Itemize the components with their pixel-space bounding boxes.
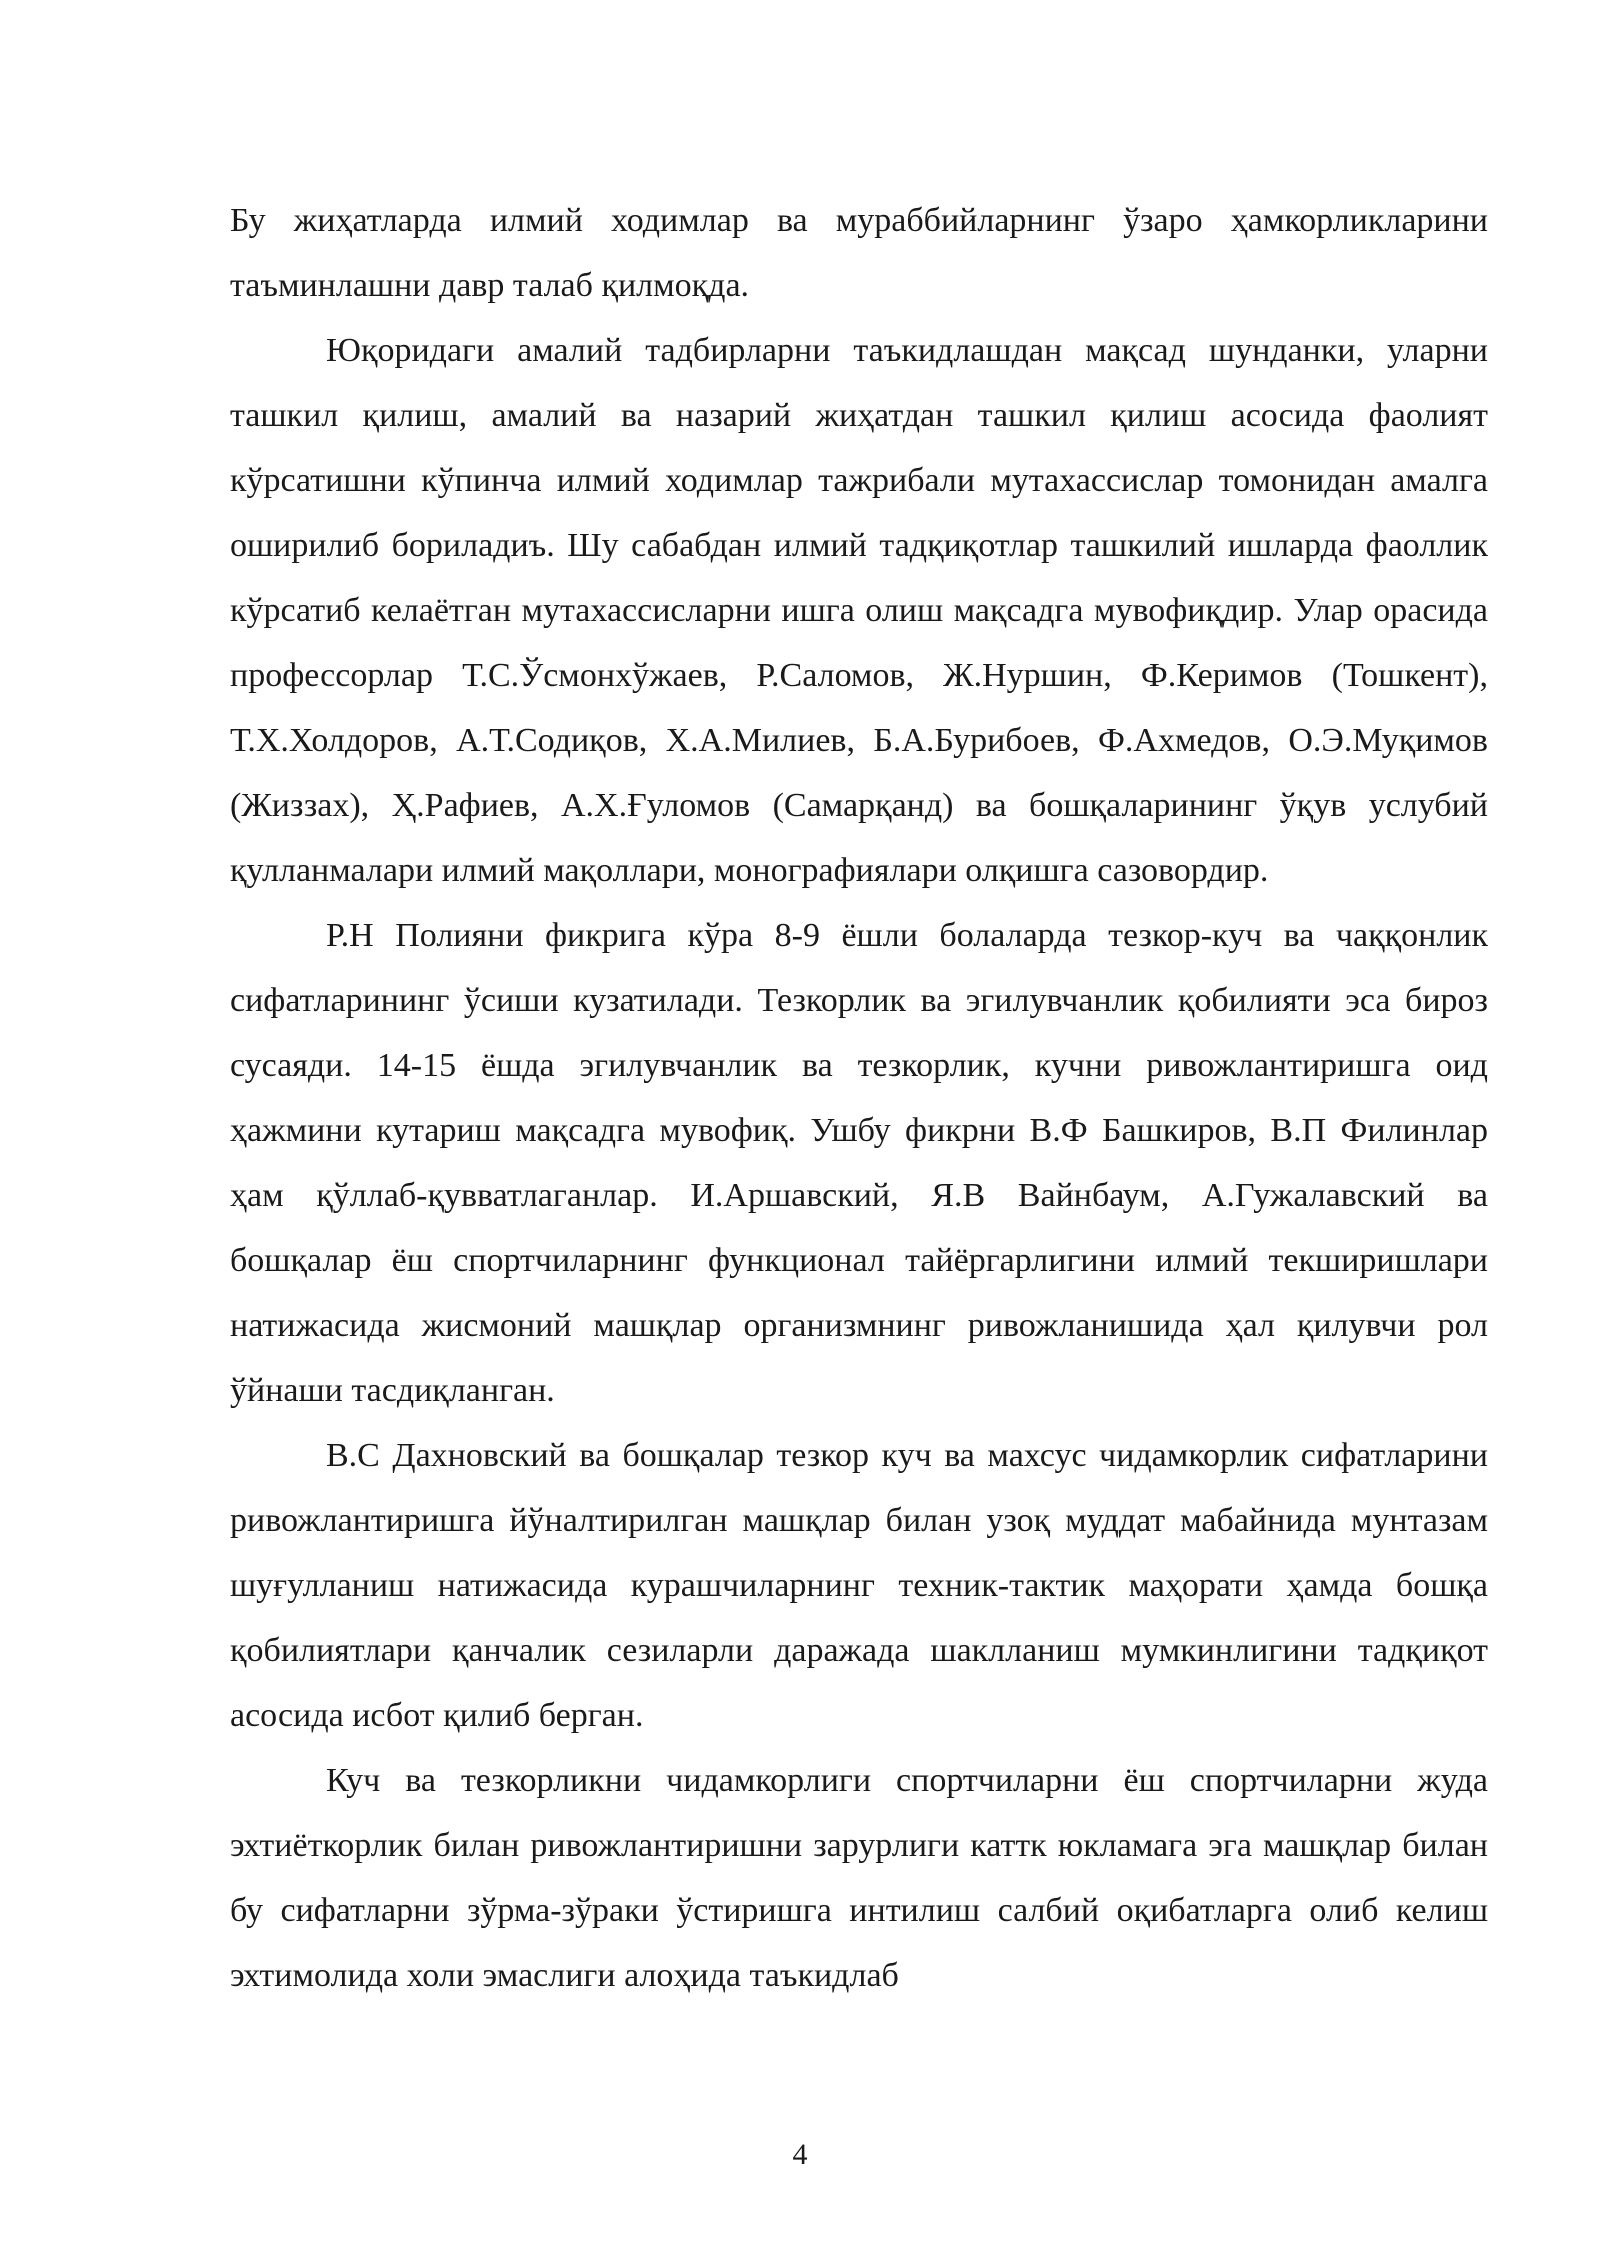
paragraph-4: В.С Дахновский ва бошқалар тезкор куч ва махсус чидамкорлик сифатларини ривожлантиришга йўналтирилган машқлар билан узоқ муддат мабайнида мунтазам шуғулланиш натижасида курашчиларнинг техник-тактик маҳорати ҳамда бошқа қобилиятлари қанчалик сезиларли даражада шаклланиш мумкинлигини тадқиқот асосида исбот қилиб берган. <box>230 1437 1488 1734</box>
paragraph-2: Юқоридаги амалий тадбирларни таъкидлашдан мақсад шунданки, уларни ташкил қилиш, амалий ва назарий жиҳатдан ташкил қилиш асосида фаолият кўрсатишни кўпинча илмий ходимлар тажрибали мутахассислар томонидан амалга оширилиб бориладиъ. Шу сабабдан илмий тадқиқотлар ташкилий ишларда фаоллик кўрсатиб келаётган мутахассисларни ишга олиш мақсадга мувофиқдир. Улар орасида профессорлар Т.С.Ўсмонхўжаев, Р.Саломов, Ж.Нуршин, Ф.Керимов (Тошкент), Т.Х.Холдоров, А.Т.Содиқов, Х.А.Милиев, Б.А.Бурибоев, Ф.Ахмедов, О.Э.Муқимов (Жиззах), Ҳ.Рафиев, А.Х.Ғуломов (Самарқанд) ва бошқаларининг ўқув услубий қулланмалари илмий мақоллари, монографиялари олқишга сазовордир. <box>230 332 1488 889</box>
paragraph-5: Куч ва тезкорликни чидамкорлиги спортчиларни ёш спортчиларни жуда эхтиёткорлик билан ривожлантиришни зарурлиги каттк юкламага эга машқлар билан бу сифатларни зўрма-зўраки ўстиришга интилиш салбий оқибатларга олиб келиш эхтимолида холи эмаслиги алоҳида таъкидлаб <box>230 1762 1488 1994</box>
paragraph-3: Р.Н Полияни фикрига кўра 8-9 ёшли болаларда тезкор-куч ва чаққонлик сифатларининг ўсиши кузатилади. Тезкорлик ва эгилувчанлик қобилияти эса бироз сусаяди. 14-15 ёшда эгилувчанлик ва тезкорлик, кучни ривожлантиришга оид ҳажмини кутариш мақсадга мувофиқ. Ушбу фикрни В.Ф Башкиров, В.П Филинлар ҳам қўллаб-қувватлаганлар. И.Аршавский, Я.В Вайнбаум, А.Гужалавский ва бошқалар ёш спортчиларнинг функционал тайёргарлигини илмий текширишлари натижасида жисмоний машқлар организмнинг ривожланишида ҳал қилувчи рол ўйнаши тасдиқланган. <box>230 917 1488 1409</box>
document-body <box>230 188 1488 2008</box>
page-number: 4 <box>792 2138 808 2171</box>
paragraph-1: Бу жиҳатларда илмий ходимлар ва мураббийларнинг ўзаро ҳамкорликларини таъминлашни давр талаб қилмоқда. <box>230 202 1488 304</box>
